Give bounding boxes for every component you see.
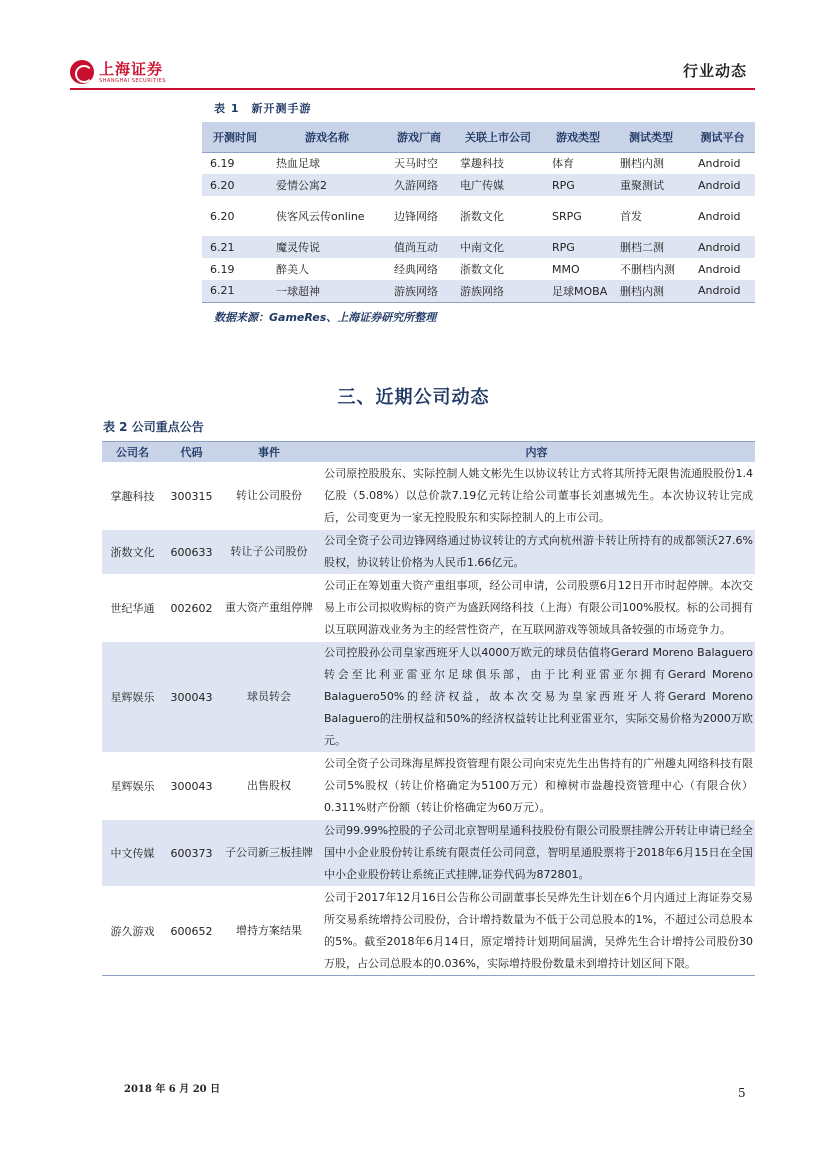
table1-caption	[214, 100, 311, 116]
table-cell: 删档内测	[612, 280, 690, 302]
column-header: 游戏类型	[544, 122, 612, 152]
logo-name-cn: 上海证券	[99, 59, 164, 78]
new-games-table	[202, 122, 755, 303]
company-name-cell: 星辉娱乐	[102, 753, 163, 820]
content-cell: 公司全资子公司边锋网络通过协议转让的方式向杭州游卡转让所持有的成都领沃27.6%股权，协议转让价格为人民币1.66亿元。	[318, 530, 755, 575]
column-header: 关联上市公司	[452, 122, 544, 152]
table-row	[202, 174, 755, 196]
table-row	[102, 642, 755, 753]
table-cell: 6.21	[202, 236, 268, 258]
table-header-row	[202, 122, 755, 152]
table-cell: 删档内测	[612, 152, 690, 174]
table1-caption-number: 表 1	[214, 102, 240, 115]
table-row	[102, 753, 755, 820]
stock-code-cell: 600633	[163, 530, 220, 575]
report-date: 2018 年 6 月 20 日	[124, 1084, 221, 1095]
column-header: 代码	[163, 442, 220, 463]
table-cell: 热血足球	[268, 152, 386, 174]
table2-caption: 表 2 公司重点公告	[103, 420, 204, 434]
content-cell: 公司99.99%控股的子公司北京智明星通科技股份有限公司股票挂牌公开转让申请已经全国中小企业股份转让系统有限责任公司同意，智明星通股票将于2018年6月15日在全国中小企业股份转让系统正式挂牌,证券代码为872801。	[318, 820, 755, 887]
table-cell: Android	[690, 236, 755, 258]
company-logo	[70, 60, 166, 84]
page-number: 5	[738, 1086, 746, 1100]
table1-caption-title: 新开测手游	[251, 102, 312, 115]
column-header: 开测时间	[202, 122, 268, 152]
table-cell: 足球MOBA	[544, 280, 612, 302]
content-cell: 公司于2017年12月16日公告称公司副董事长吴烨先生计划在6个月内通过上海证券交易所交易系统增持公司股份，合计增持数量为不低于公司总股本的1%，不超过公司总股本的5%。截至2018年6月14日，原定增持计划期间届满，吴烨先生合计增持公司股份30万股，占公司总股本的0.036%，实际增持股份数量未到增持计划区间下限。	[318, 887, 755, 976]
header-divider	[70, 88, 755, 90]
table-cell: SRPG	[552, 209, 582, 223]
table-cell: 6.20	[202, 174, 268, 196]
table-row	[102, 575, 755, 642]
event-cell: 重大资产重组停牌	[220, 575, 318, 642]
header-section-title: 行业动态	[682, 62, 747, 80]
table-row	[202, 258, 755, 280]
table-row	[102, 530, 755, 575]
table-cell: 6.19	[202, 152, 268, 174]
table-cell: 浙数文化	[460, 210, 504, 223]
column-header: 事件	[220, 442, 318, 463]
table-cell: 删档二测	[612, 236, 690, 258]
table-row	[202, 196, 755, 236]
company-name-cell: 中文传媒	[102, 820, 163, 887]
table-cell: 浙数文化	[460, 263, 504, 276]
event-cell: 出售股权	[220, 753, 318, 820]
table-cell: 魔灵传说	[268, 236, 386, 258]
company-name-cell: 掌趣科技	[102, 463, 163, 530]
table-cell: 醉美人	[276, 263, 309, 276]
table1-source-note: 数据来源：GameRes、上海证券研究所整理	[214, 311, 437, 324]
table-cell: MMO	[552, 262, 580, 276]
table-cell: Android	[698, 262, 741, 276]
table-cell: 久游网络	[386, 174, 452, 196]
stock-code-cell: 600652	[163, 887, 220, 976]
table-row	[102, 887, 755, 976]
column-header: 测试类型	[612, 122, 690, 152]
event-cell: 球员转会	[220, 642, 318, 753]
stock-code-cell: 600373	[163, 820, 220, 887]
table-cell: 经典网络	[394, 263, 438, 276]
stock-code-cell: 300043	[163, 753, 220, 820]
table-cell: Android	[690, 174, 755, 196]
table-row	[202, 280, 755, 302]
event-cell: 增持方案结果	[220, 887, 318, 976]
column-header: 游戏厂商	[386, 122, 452, 152]
table-cell: Android	[690, 280, 755, 302]
table-cell: 首发	[620, 210, 642, 223]
table-cell: 一球超神	[268, 280, 386, 302]
table-cell: 掌趣科技	[452, 152, 544, 174]
content-cell: 公司全资子公司珠海星辉投资管理有限公司向宋克先生出售持有的广州趣丸网络科技有限公司5%股权（转让价格确定为5100万元）和樟树市盎趣投资管理中心（有限合伙）0.311%财产份额（转让价格确定为60万元）。	[318, 753, 755, 820]
stock-code-cell: 002602	[163, 575, 220, 642]
company-name-cell: 浙数文化	[102, 530, 163, 575]
logo-mark-icon	[70, 60, 94, 84]
content-cell: 公司控股孙公司皇家西班牙人以4000万欧元的球员估值将Gerard Moreno Balaguero转会至比利亚雷亚尔足球俱乐部，由于比利亚雷亚尔拥有Gerard Moreno Balaguero50%的经济权益，故本次交易为皇家西班牙人将Gerard Moreno Balaguero的注册权益和50%的经济权益转让比利亚雷亚尔，实际交易价格为2000万欧元。	[318, 642, 755, 753]
company-name-cell: 世纪华通	[102, 575, 163, 642]
table-row	[102, 463, 755, 530]
table-row	[202, 152, 755, 174]
logo-name-en: SHANGHAI SECURITIES	[99, 77, 167, 84]
company-announcements-table	[102, 441, 755, 976]
table-row	[102, 820, 755, 887]
table-cell: 游族网络	[452, 280, 544, 302]
table-cell: 电广传媒	[452, 174, 544, 196]
table-cell: 不删档内测	[620, 263, 675, 276]
event-cell: 转让子公司股份	[220, 530, 318, 575]
table-cell: 6.20	[210, 209, 235, 223]
table-cell: RPG	[544, 236, 612, 258]
table-header-row	[102, 442, 755, 463]
content-cell: 公司原控股股东、实际控制人姚文彬先生以协议转让方式将其所持无限售流通股股份1.4亿股（5.08%）以总价款7.19亿元转让给公司董事长刘惠城先生。本次协议转让完成后，公司变更为一家无控股股东和实际控制人的上市公司。	[318, 463, 755, 530]
table-cell: 体育	[544, 152, 612, 174]
content-cell: 公司正在筹划重大资产重组事项，经公司申请，公司股票6月12日开市时起停牌。本次交易上市公司拟收购标的资产为盛跃网络科技（上海）有限公司100%股权。标的公司拥有以互联网游戏业务为主的经营性资产，在互联网游戏等领域具备较强的市场竞争力。	[318, 575, 755, 642]
table-cell: 中南文化	[452, 236, 544, 258]
event-cell: 子公司新三板挂牌	[220, 820, 318, 887]
table-cell: 侠客风云传online	[276, 210, 365, 223]
event-cell: 转让公司股份	[220, 463, 318, 530]
table-cell: 值尚互动	[386, 236, 452, 258]
table-row	[202, 236, 755, 258]
section-heading: 三、近期公司动态	[337, 387, 490, 408]
table-cell: 边锋网络	[394, 210, 438, 223]
column-header: 内容	[318, 442, 755, 463]
company-name-cell: 游久游戏	[102, 887, 163, 976]
column-header: 测试平台	[690, 122, 755, 152]
table-cell: RPG	[544, 174, 612, 196]
column-header: 公司名	[102, 442, 163, 463]
stock-code-cell: 300043	[163, 642, 220, 753]
table-cell: 爱情公寓2	[268, 174, 386, 196]
page-header	[70, 56, 755, 90]
stock-code-cell: 300315	[163, 463, 220, 530]
table-cell: Android	[690, 152, 755, 174]
table-cell: 游族网络	[386, 280, 452, 302]
table-cell: Android	[698, 209, 741, 223]
column-header: 游戏名称	[268, 122, 386, 152]
table-cell: 天马时空	[386, 152, 452, 174]
table-cell: 6.19	[210, 262, 235, 276]
table-cell: 6.21	[202, 280, 268, 302]
company-name-cell: 星辉娱乐	[102, 642, 163, 753]
table-cell: 重聚测试	[612, 174, 690, 196]
